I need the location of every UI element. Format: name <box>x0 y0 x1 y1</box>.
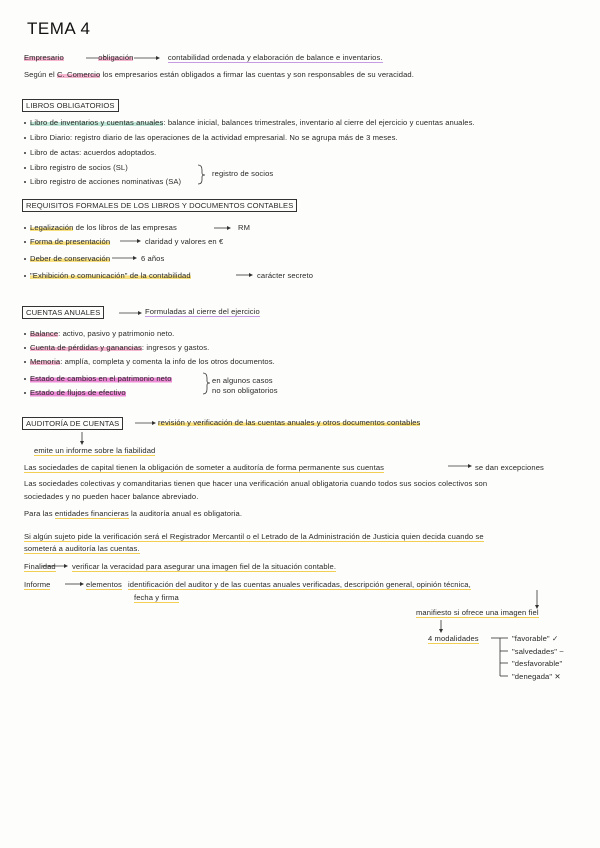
modalidad-favorable: "favorable" ✓ <box>512 634 559 643</box>
auditoria-informe <box>24 580 50 589</box>
modalidades-text: 4 modalidades <box>428 634 479 643</box>
page-title: TEMA 4 <box>27 19 91 38</box>
auditoria-finalidad <box>24 562 56 571</box>
cuentas-pyg-desc: : ingresos y gastos. <box>141 343 210 352</box>
intro-codigo-comercio: C. Comercio <box>57 70 101 79</box>
requisitos-item-1 <box>24 223 177 232</box>
finalidad-text: verificar la veracidad para asegurar una imagen fiel de la situación contable. <box>72 562 337 571</box>
req-legalizacion-desc: de los libros de las empresas <box>75 223 177 232</box>
manifiesto-text: manifiesto si ofrece una imagen fiel <box>416 608 539 617</box>
libros-header: LIBROS OBLIGATORIOS <box>22 99 119 112</box>
req-forma-desc: claridad y valores en € <box>145 237 224 246</box>
requisitos-header: REQUISITOS FORMALES DE LOS LIBROS Y DOCUMENTOS CONTABLES <box>22 199 297 212</box>
auditoria-p1-excepciones: se dan excepciones <box>475 463 544 472</box>
auditoria-p2: Las sociedades colectivas y comanditarias tienen que hacer una verificación anual obligatoria cuando todos sus socios colectivos son <box>24 479 488 488</box>
auditoria-p1-text: Las sociedades de capital tienen la obligación de someter a auditoría de forma permanente sus cuentas <box>24 463 385 472</box>
libros-item-1 <box>24 118 475 127</box>
requisitos-item-4 <box>24 271 191 280</box>
auditoria-p3-a: Para las <box>24 509 53 518</box>
cuentas-balance: Balance <box>30 329 59 338</box>
libros-inventarios: Libro de inventarios y cuentas anuales <box>30 118 164 127</box>
cuentas-item-2 <box>24 343 209 352</box>
informe-label: Informe <box>24 580 51 589</box>
cuentas-memoria-desc: : amplía, completa y comenta la info de los otros documentos. <box>60 357 275 366</box>
cuentas-balance-desc: : activo, pasivo y patrimonio neto. <box>58 329 175 338</box>
auditoria-p4b-text: someterá a auditoría las cuentas. <box>24 544 140 553</box>
informe-fecha: fecha y firma <box>134 593 179 602</box>
libros-item-3 <box>24 148 156 157</box>
intro-line-2 <box>24 70 414 79</box>
cuentas-flujos: Estado de flujos de efectivo <box>30 388 126 397</box>
libros-diario: Libro Diario: registro diario de las operaciones de la actividad empresarial. No se agrupa más de 3 meses. <box>30 133 398 142</box>
auditoria-p4 <box>24 532 484 541</box>
modalidad-desfavorable: "desfavorable" <box>512 659 563 668</box>
auditoria-finalidad-desc <box>72 562 336 571</box>
cuentas-item-4 <box>24 374 172 383</box>
requisitos-item-2 <box>24 237 110 246</box>
intro-obligados: los empresarios están obligados a firmar las cuentas y son responsables de su veracidad. <box>102 70 414 79</box>
req-rm: RM <box>238 223 251 232</box>
auditoria-informe-desc <box>128 580 471 589</box>
intro-obligacion: obligación <box>98 53 134 62</box>
auditoria-def <box>158 418 420 427</box>
intro-segun: Según el <box>24 70 55 79</box>
req-conservacion: Deber de conservación <box>30 254 111 263</box>
cuentas-formuladas-text: Formuladas al cierre del ejercicio <box>145 307 260 316</box>
auditoria-informe-fecha <box>134 593 179 602</box>
auditoria-modalidades <box>428 634 479 643</box>
auditoria-emite <box>34 446 155 455</box>
auditoria-p4-text: Si algún sujeto pide la verificación será el Registrador Mercantil o el Letrado de la Administración de Justicia quien decida cuando se <box>24 532 484 541</box>
cuentas-item-5 <box>24 388 126 397</box>
cuentas-header: CUENTAS ANUALES <box>22 306 104 319</box>
requisitos-item-3 <box>24 254 110 263</box>
modalidad-salvedades: "salvedades" ~ <box>512 647 564 656</box>
auditoria-header: AUDITORÍA DE CUENTAS <box>22 417 123 430</box>
cuentas-brace-1: en algunos casos <box>212 376 273 385</box>
req-exhibicion-desc: carácter secreto <box>257 271 314 280</box>
modalidad-denegada: "denegada" ✕ <box>512 672 561 681</box>
req-legalizacion: Legalización <box>30 223 74 232</box>
auditoria-informe-elementos <box>86 580 122 589</box>
auditoria-emite-text: emite un informe sobre la fiabilidad <box>34 446 156 455</box>
auditoria-p2b: sociedades y no pueden hacer balance abreviado. <box>24 492 199 501</box>
auditoria-p3-financieras: entidades financieras <box>54 509 129 518</box>
informe-elementos: elementos <box>86 580 122 589</box>
cuentas-brace-2: no son obligatorios <box>212 386 278 395</box>
cuentas-item-1 <box>24 329 174 338</box>
intro-contabilidad: contabilidad ordenada y elaboración de balance e inventarios. <box>167 53 383 62</box>
libros-acciones: Libro registro de acciones nominativas (SA) <box>30 177 182 186</box>
libros-brace-note: registro de socios <box>212 169 274 178</box>
req-conservacion-desc: 6 años <box>141 254 165 263</box>
cuentas-item-3 <box>24 357 275 366</box>
req-exhibicion: "Exhibición o comunicación" de la contabilidad <box>30 271 191 280</box>
libros-actas: Libro de actas: acuerdos adoptados. <box>30 148 157 157</box>
libros-item-5 <box>24 177 181 186</box>
auditoria-p3-c: la auditoría anual es obligatoria. <box>130 509 243 518</box>
libros-item-4 <box>24 163 128 172</box>
libros-socios: Libro registro de socios (SL) <box>30 163 128 172</box>
intro-line-1 <box>24 53 383 62</box>
cuentas-memoria: Memoria <box>30 357 61 366</box>
intro-empresario: Empresario <box>24 53 64 62</box>
finalidad-label: Finalidad <box>24 562 56 571</box>
libros-inventarios-desc: : balance inicial, balances trimestrales, inventario al cierre del ejercicio y cuentas anuales. <box>163 118 475 127</box>
auditoria-p3 <box>24 509 242 518</box>
auditoria-def-text: revisión y verificación de las cuentas anuales y otros documentos contables <box>158 418 421 427</box>
informe-desc: identificación del auditor y de las cuentas anuales verificadas, descripción general, opinión técnica, <box>128 580 471 589</box>
auditoria-p4b <box>24 544 140 553</box>
cuentas-formuladas <box>145 307 260 316</box>
auditoria-p1 <box>24 463 384 472</box>
libros-item-2 <box>24 133 398 142</box>
auditoria-manifiesto <box>416 608 539 617</box>
req-forma: Forma de presentación <box>30 237 111 246</box>
cuentas-pyg: Cuenta de pérdidas y ganancias <box>30 343 142 352</box>
cuentas-cambios: Estado de cambios en el patrimonio neto <box>30 374 172 383</box>
